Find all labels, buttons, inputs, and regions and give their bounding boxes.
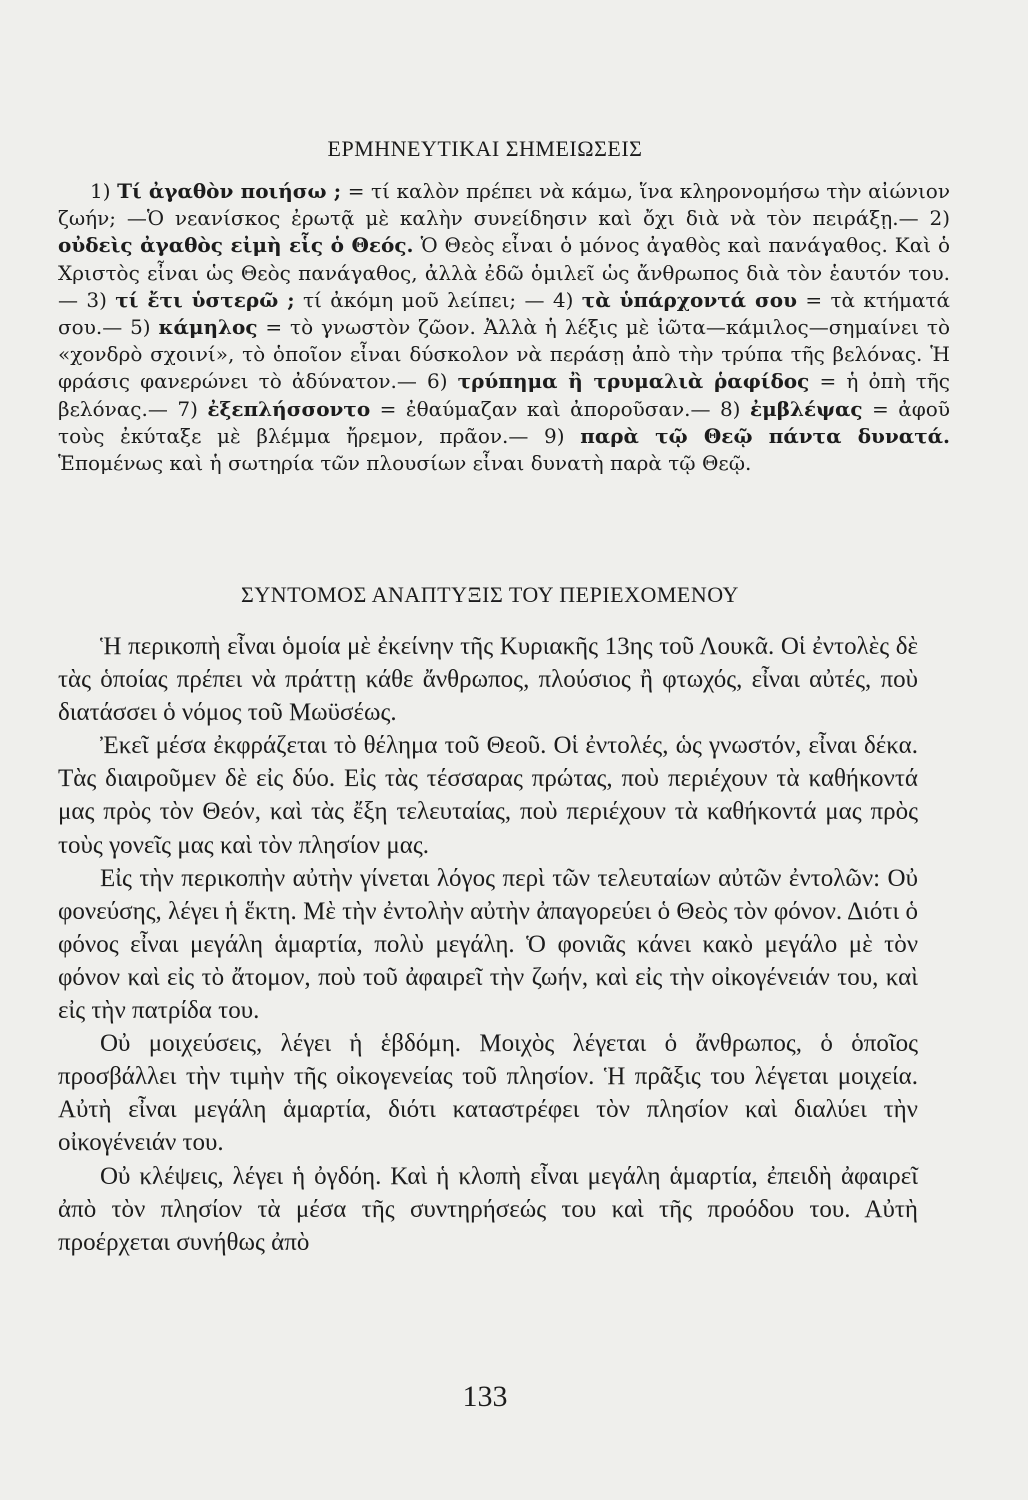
section-body (58, 630, 918, 1259)
note-4-text: = τὰ κτήματά σου.— (58, 287, 951, 340)
body-paragraph: Ἐκεῖ μέσα ἐκφράζεται τὸ θέλημα τοῦ Θεοῦ. Οἱ ἐντολές, ὡς γνωστόν, εἶναι δέκα. Τὰς διαιροῦμεν δὲ εἰς δύο. Εἰς τὰς τέσσαρας πρώτας, ποὺ περιέχουν τὰ καθήκοντά μας πρὸς τὸν Θεόν, καὶ τὰς ἔξη τελευταίας, ποὺ περιέχουν τὰ καθήκοντά μας πρὸς τοὺς γονεῖς μας καὶ τὸν πλησίον μας. (58, 732, 918, 859)
note-2-term: οὐδεὶς ἀγαθὸς εἰμὴ εἷς ὁ Θεός. (58, 233, 414, 258)
note-6-term: τρύπημα ἢ τρυμαλιὰ ῥαφίδος (457, 369, 810, 394)
note-3-term: τί ἔτι ὑστερῶ ; (115, 287, 295, 312)
note-4-number: 4) (552, 287, 574, 312)
note-7-text: = ἐθαύμαζαν καὶ ἀποροῦσαν.— (370, 396, 720, 421)
section-heading: ΣΥΝΤΟΜΟΣ ΑΝΑΠΤΥΞΙΣ ΤΟΥ ΠΕΡΙΕΧΟΜΕΝΟΥ (241, 582, 739, 607)
note-2-number: 2) (929, 206, 950, 231)
body-paragraph: Εἰς τὴν περικοπὴν αὐτὴν γίνεται λόγος περὶ τῶν τελευταίων αὐτῶν ἐντολῶν: Οὐ φονεύσης, λέγει ἡ ἕκτη. Μὲ τὴν ἐντολὴν αὐτὴν ἀπαγορεύει ὁ Θεὸς τὸν φόνον. Διότι ὁ φόνος εἶναι μεγάλη ἁμαρτία, πολὺ μεγάλη. Ὁ φονιᾶς κάνει κακὸ μεγάλο μὲ τὸν φόνον καὶ εἰς τὸ ἄτομον, ποὺ τοῦ ἀφαιρεῖ τὴν ζωήν, καὶ εἰς τὴν οἰκογένειάν του, καὶ εἰς τὴν πατρίδα του. (58, 864, 918, 1025)
body-paragraph: Οὐ μοιχεύσεις, λέγει ἡ ἑβδόμη. Μοιχὸς λέγεται ὁ ἄνθρωπος, ὁ ὁποῖος προσβάλλει τὴν τιμὴν τῆς οἰκογενείας τοῦ πλησίον. Ἡ πρᾶξις του λέγεται μοιχεία. Αὐτὴ εἶναι μεγάλη ἁμαρτία, διότι καταστρέφει τὸν πλησίον καὶ διαλύει τὴν οἰκογένειάν του. (58, 1030, 918, 1157)
note-5-text: = τὸ γνωστὸν ζῶον. Ἀλλὰ ἡ λέξις μὲ ἰῶτα—κάμιλος—σημαίνει τὸ «χονδρὸ σχοινί», τὸ ὁποῖον εἶναι δύσκολον νὰ περάσῃ ἀπὸ τὴν τρύπα τῆς βελόνας. Ἡ φράσις φανερώνει τὸ ἀδύνατον.— (58, 315, 950, 394)
note-8-term: ἐμβλέψας (749, 396, 863, 421)
body-paragraph: Οὐ κλέψεις, λέγει ἡ ὀγδόη. Καὶ ἡ κλοπὴ εἶναι μεγάλη ἁμαρτία, ἐπειδὴ ἀφαιρεῖ ἀπὸ τὸν πλησίον τὰ μέσα τῆς συντηρήσεώς του καὶ τῆς προόδου του. Αὐτὴ προέρχεται συνήθως ἀπὸ (58, 1162, 918, 1256)
page-number: 133 (462, 1380, 508, 1413)
note-6-number: 6) (427, 369, 448, 394)
note-9-term: παρὰ τῷ Θεῷ πάντα δυνατά. (580, 423, 951, 448)
note-4-term: τὰ ὑπάρχοντά σου (581, 287, 797, 312)
note-5-number: 5) (130, 315, 151, 340)
note-6-text: = ἡ ὀπὴ τῆς βελόνας.— (58, 369, 950, 421)
notes-paragraph (58, 178, 950, 477)
note-5-term: κάμηλος (158, 315, 258, 340)
body-paragraph: Ἡ περικοπὴ εἶναι ὁμοία μὲ ἐκείνην τῆς Κυριακῆς 13ης τοῦ Λουκᾶ. Οἱ ἐντολὲς δὲ τὰς ὁποίας πρέπει νὰ πράττῃ κάθε ἄνθρωπος, πλούσιος ἢ φτωχός, εἶναι αὐτές, ποὺ διατάσσει ὁ νόμος τοῦ Μωϋσέως. (58, 633, 918, 727)
note-9-text: Ἑπομένως καὶ ἡ σωτηρία τῶν πλουσίων εἶναι δυνατὴ παρὰ τῷ Θεῷ. (58, 451, 752, 476)
note-1-text: = τί καλὸν πρέπει νὰ κάμω, ἵνα κληρονομήσω τὴν αἰώνιον ζωήν; —Ὁ νεανίσκος ἐρωτᾷ μὲ καλὴν συνείδησιν καὶ ὄχι διὰ νὰ τὸν πειράξῃ.— (58, 179, 951, 231)
note-2-text: Ὁ Θεὸς εἶναι ὁ μόνος ἀγαθὸς καὶ πανάγαθος. Καὶ ὁ Χριστὸς εἶναι ὡς Θεὸς πανάγαθος, ἀλλὰ ἐδῶ ὁμιλεῖ ὡς ἄνθρωπος διὰ τὸν ἑαυτόν του.— (58, 233, 951, 312)
notes-heading: ΕΡΜΗΝΕΥΤΙΚΑΙ ΣΗΜΕΙΩΣΕΙΣ (327, 136, 643, 161)
note-9-number: 9) (544, 423, 565, 448)
note-8-text: = ἀφοῦ τοὺς ἐκύταξε μὲ βλέμμα ἤρεμον, πρᾶον.— (58, 396, 950, 448)
note-1-number: 1) (90, 179, 111, 203)
note-3-number: 3) (86, 287, 107, 312)
note-7-number: 7) (177, 396, 198, 421)
note-7-term: ἐξεπλήσσοντο (207, 396, 371, 421)
explanatory-notes (58, 178, 950, 477)
note-3-text: τί ἀκόμη μοῦ λείπει; — (294, 287, 553, 312)
note-8-number: 8) (719, 396, 741, 421)
note-1-term: Τί ἀγαθὸν ποιήσω ; (117, 179, 342, 203)
